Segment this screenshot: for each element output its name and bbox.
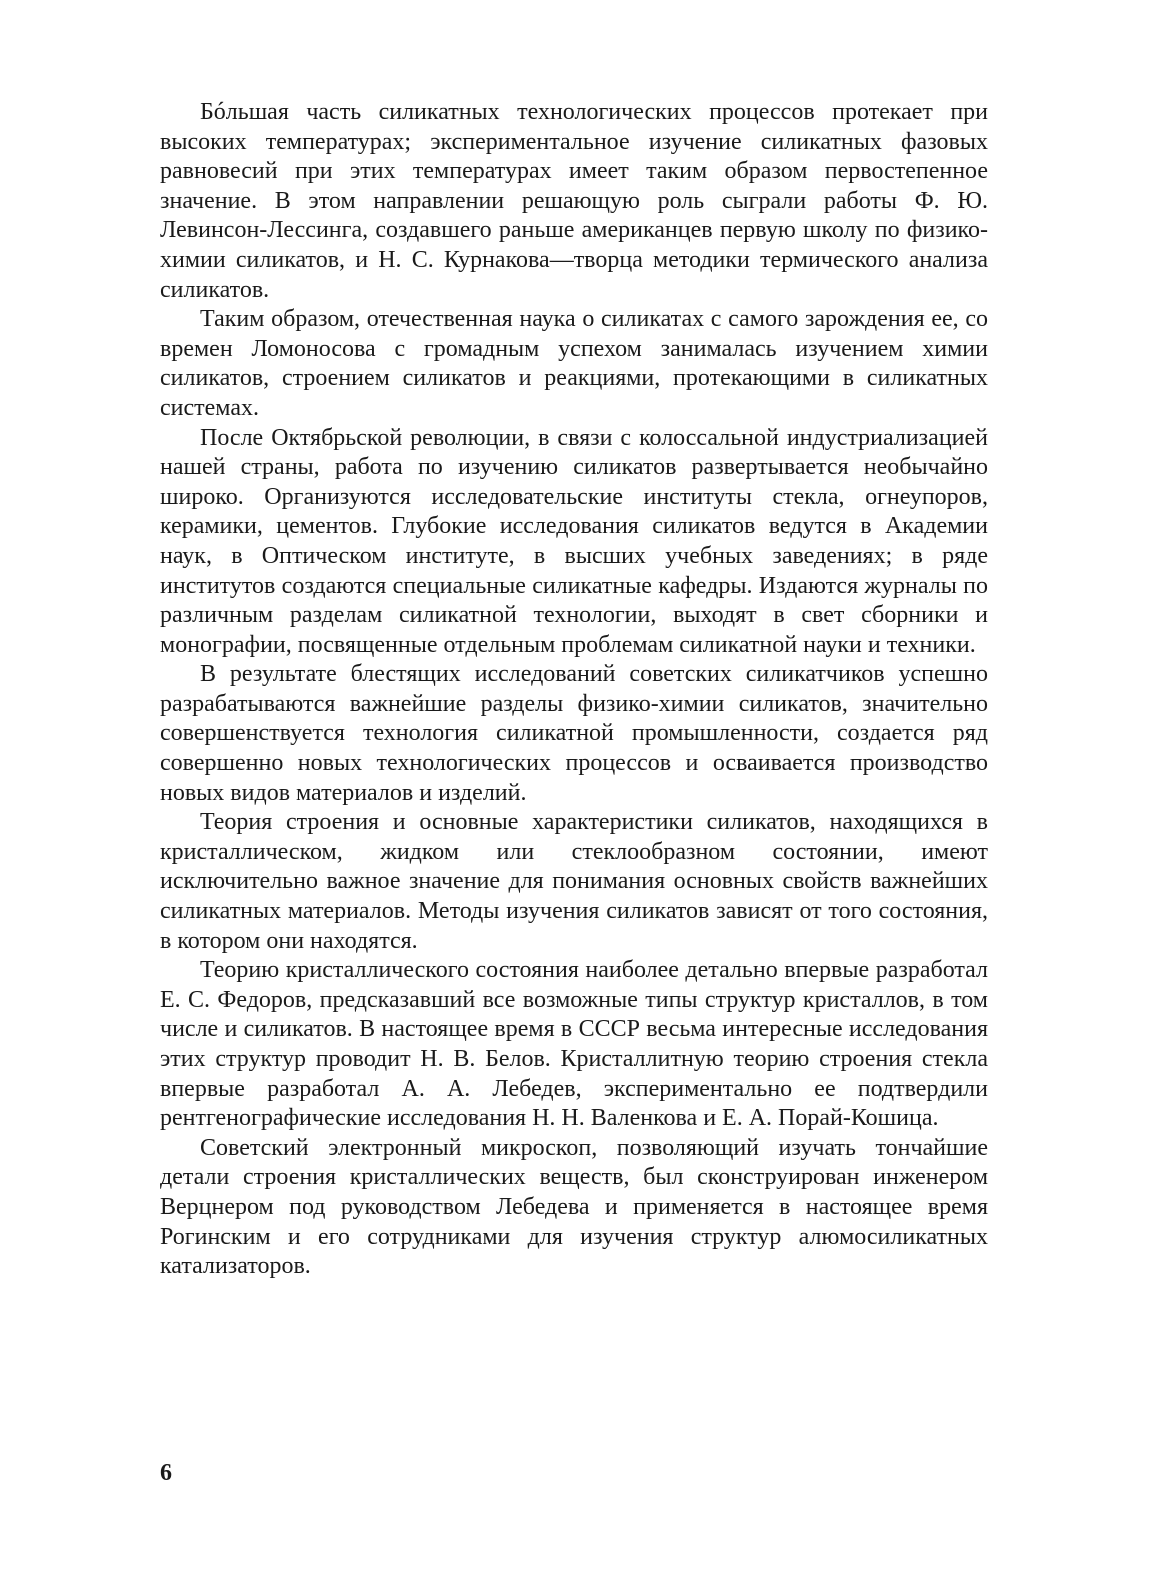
page-number: 6 (160, 1460, 172, 1486)
paragraph-5: Теория строения и основные характеристики силикатов, находящихся в кристаллическом, жидком или стеклообразном состоянии, имеют исключительно важное значение для понимания основных свойств важнейших силикатных материалов. Методы изучения силикатов зависят от того состояния, в котором они находятся. (160, 809, 988, 954)
paragraph-3: После Октябрьской революции, в связи с колоссальной индустриализацией нашей страны, работа по изучению силикатов развертывается необычайно широко. Организуются исследовательские институты стекла, огнеупоров, керамики, цементов. Глубокие исследования силикатов ведутся в Академии наук, в Оптическом институте, в высших учебных заведениях; в ряде институтов создаются специальные силикатные кафедры. Издаются журналы по различным разделам силикатной технологии, выходят в свет сборники и монографии, посвященные отдельным проблемам силикатной науки и техники. (160, 424, 988, 658)
paragraph-6: Теорию кристаллического состояния наиболее детально впервые разработал Е. С. Федоров, предсказавший все возможные типы структур кристаллов, в том числе и силикатов. В настоящее время в СССР весьма интересные исследования этих структур проводит Н. В. Белов. Кристаллитную теорию строения стекла впервые разработал А. А. Лебедев, экспериментально ее подтвердили рентгенографические исследования Н. Н. Валенкова и Е. А. Порай-Кошица. (160, 957, 988, 1132)
paragraph-7: Советский электронный микроскоп, позволяющий изучать тончайшие детали строения кристаллических веществ, был сконструирован инженером Верцнером под руководством Лебедева и применяется в настоящее время Рогинским и его сотрудниками для изучения структур алюмосиликатных катализаторов. (160, 1134, 988, 1280)
paragraph-2: Таким образом, отечественная наука о силикатах с самого зарождения ее, со времен Ломоносова с громадным успехом занималась изучением химии силикатов, строением силикатов и реакциями, протекающими в силикатных системах. (160, 306, 988, 421)
paragraph-4: В результате блестящих исследований советских силикатчиков успешно разрабатываются важнейшие разделы физико-химии силикатов, значительно совершенствуется технология силикатной промышленности, создается ряд совершенно новых технологических процессов и осваивается производство новых видов материалов и изделий. (160, 661, 988, 806)
body-text (160, 98, 988, 1282)
paragraph-1: Бóльшая часть силикатных технологических процессов протекает при высоких температурах; экспериментальное изучение силикатных фазовых равновесий при этих температурах имеет таким образом первостепенное значение. В этом направлении решающую роль сыграли работы Ф. Ю. Левинсон-Лессинга, создавшего раньше американцев первую школу по физико-химии силикатов, и Н. С. Курнакова—творца методики термического анализа силикатов. (160, 99, 988, 303)
